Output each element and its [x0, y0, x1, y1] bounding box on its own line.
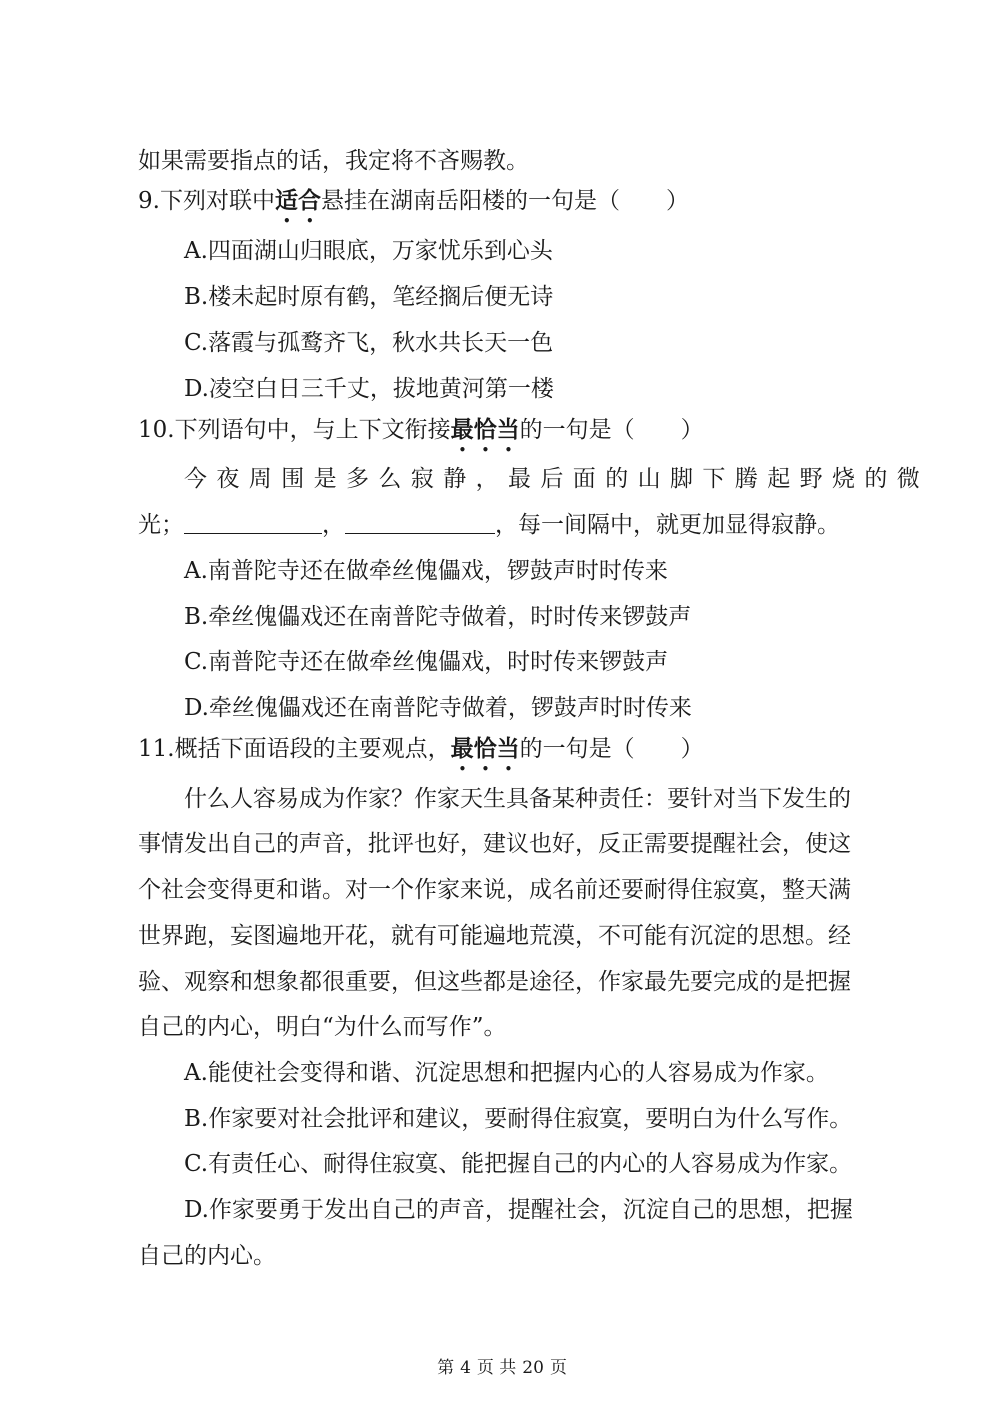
- question-11-option-d-continued: 自己的内心。: [138, 1243, 276, 1269]
- question-11-passage-line-4: 世界跑，妄图遍地开花，就有可能遍地荒漠，不可能有沉淀的思想。经: [138, 923, 851, 949]
- footer-suffix: 页: [549, 1358, 567, 1378]
- question-10-option-d: D.牵丝傀儡戏还在南普陀寺做着，锣鼓声时时传来: [184, 695, 692, 721]
- footer-middle: 页 共: [476, 1358, 517, 1378]
- question-11-option-a: A.能使社会变得和谐、沉淀思想和把握内心的人容易成为作家。: [184, 1060, 829, 1086]
- intro-line: 如果需要指点的话，我定将不吝赐教。: [138, 148, 529, 174]
- footer-prefix: 第: [437, 1358, 455, 1378]
- question-9-option-a: A.四面湖山归眼底，万家忧乐到心头: [184, 238, 553, 264]
- question-9-stem: [138, 186, 878, 216]
- blank-2: [345, 511, 495, 534]
- question-11-prefix: 11.概括下面语段的主要观点，: [138, 736, 451, 762]
- question-11-stem: [138, 734, 878, 764]
- question-10-passage-line-2: [138, 510, 878, 540]
- page-footer: [0, 1356, 1004, 1380]
- question-10-comma: ，: [322, 512, 345, 538]
- question-11-passage-line-1: 什么人容易成为作家？作家天生具备某种责任：要针对当下发生的: [184, 786, 851, 812]
- question-9-suffix: 悬挂在湖南岳阳楼的一句是（ ）: [320, 188, 689, 214]
- question-10-option-c: C.南普陀寺还在做牵丝傀儡戏，时时传来锣鼓声: [184, 649, 669, 675]
- question-11-option-c: C.有责任心、耐得住寂寞、能把握自己的内心的人容易成为作家。: [184, 1151, 853, 1177]
- question-10-prefix: 10.下列语句中，与上下文衔接: [138, 417, 451, 443]
- question-9-option-d: D.凌空白日三千丈，拔地黄河第一楼: [184, 376, 554, 402]
- question-10-passage-start: 光；: [138, 512, 184, 538]
- question-10-option-a: A.南普陀寺还在做牵丝傀儡戏，锣鼓声时时传来: [184, 558, 668, 584]
- question-9-prefix: 9.下列对联中: [138, 188, 275, 214]
- question-10-option-b: B.牵丝傀儡戏还在南普陀寺做着，时时传来锣鼓声: [184, 604, 692, 630]
- question-10-passage-line-1: 今夜周围是多么寂静，最后面的山脚下腾起野烧的微: [184, 466, 930, 492]
- blank-1: [184, 511, 322, 534]
- question-11-emphasis: 最恰当: [450, 736, 520, 762]
- question-9-option-b: B.楼未起时原有鹤，笔经搁后便无诗: [184, 284, 554, 310]
- question-11-passage-line-5: 验、观察和想象都很重要，但这些都是途径，作家最先要完成的是把握: [138, 969, 851, 995]
- question-11-suffix: 的一句是（ ）: [519, 736, 704, 762]
- question-9-option-c: C.落霞与孤鹜齐飞，秋水共长天一色: [184, 330, 554, 356]
- question-9-emphasis: 适合: [274, 188, 321, 214]
- footer-total-pages: 20: [522, 1358, 544, 1378]
- question-10-emphasis: 最恰当: [450, 417, 520, 443]
- footer-page-number: 4: [460, 1358, 471, 1378]
- question-10-passage-end: ，每一间隔中，就更加显得寂静。: [495, 512, 840, 538]
- question-11-passage-line-3: 个社会变得更和谐。对一个作家来说，成名前还要耐得住寂寞，整天满: [138, 877, 851, 903]
- question-11-option-d: D.作家要勇于发出自己的声音，提醒社会，沉淀自己的思想，把握: [184, 1197, 853, 1223]
- question-10-stem: [138, 415, 878, 445]
- question-11-passage-line-6: 自己的内心，明白“为什么而写作”。: [138, 1014, 507, 1040]
- question-11-option-b: B.作家要对社会批评和建议，要耐得住寂寞，要明白为什么写作。: [184, 1106, 853, 1132]
- question-10-suffix: 的一句是（ ）: [519, 417, 704, 443]
- question-11-passage-line-2: 事情发出自己的声音，批评也好，建议也好，反正需要提醒社会，使这: [138, 831, 851, 857]
